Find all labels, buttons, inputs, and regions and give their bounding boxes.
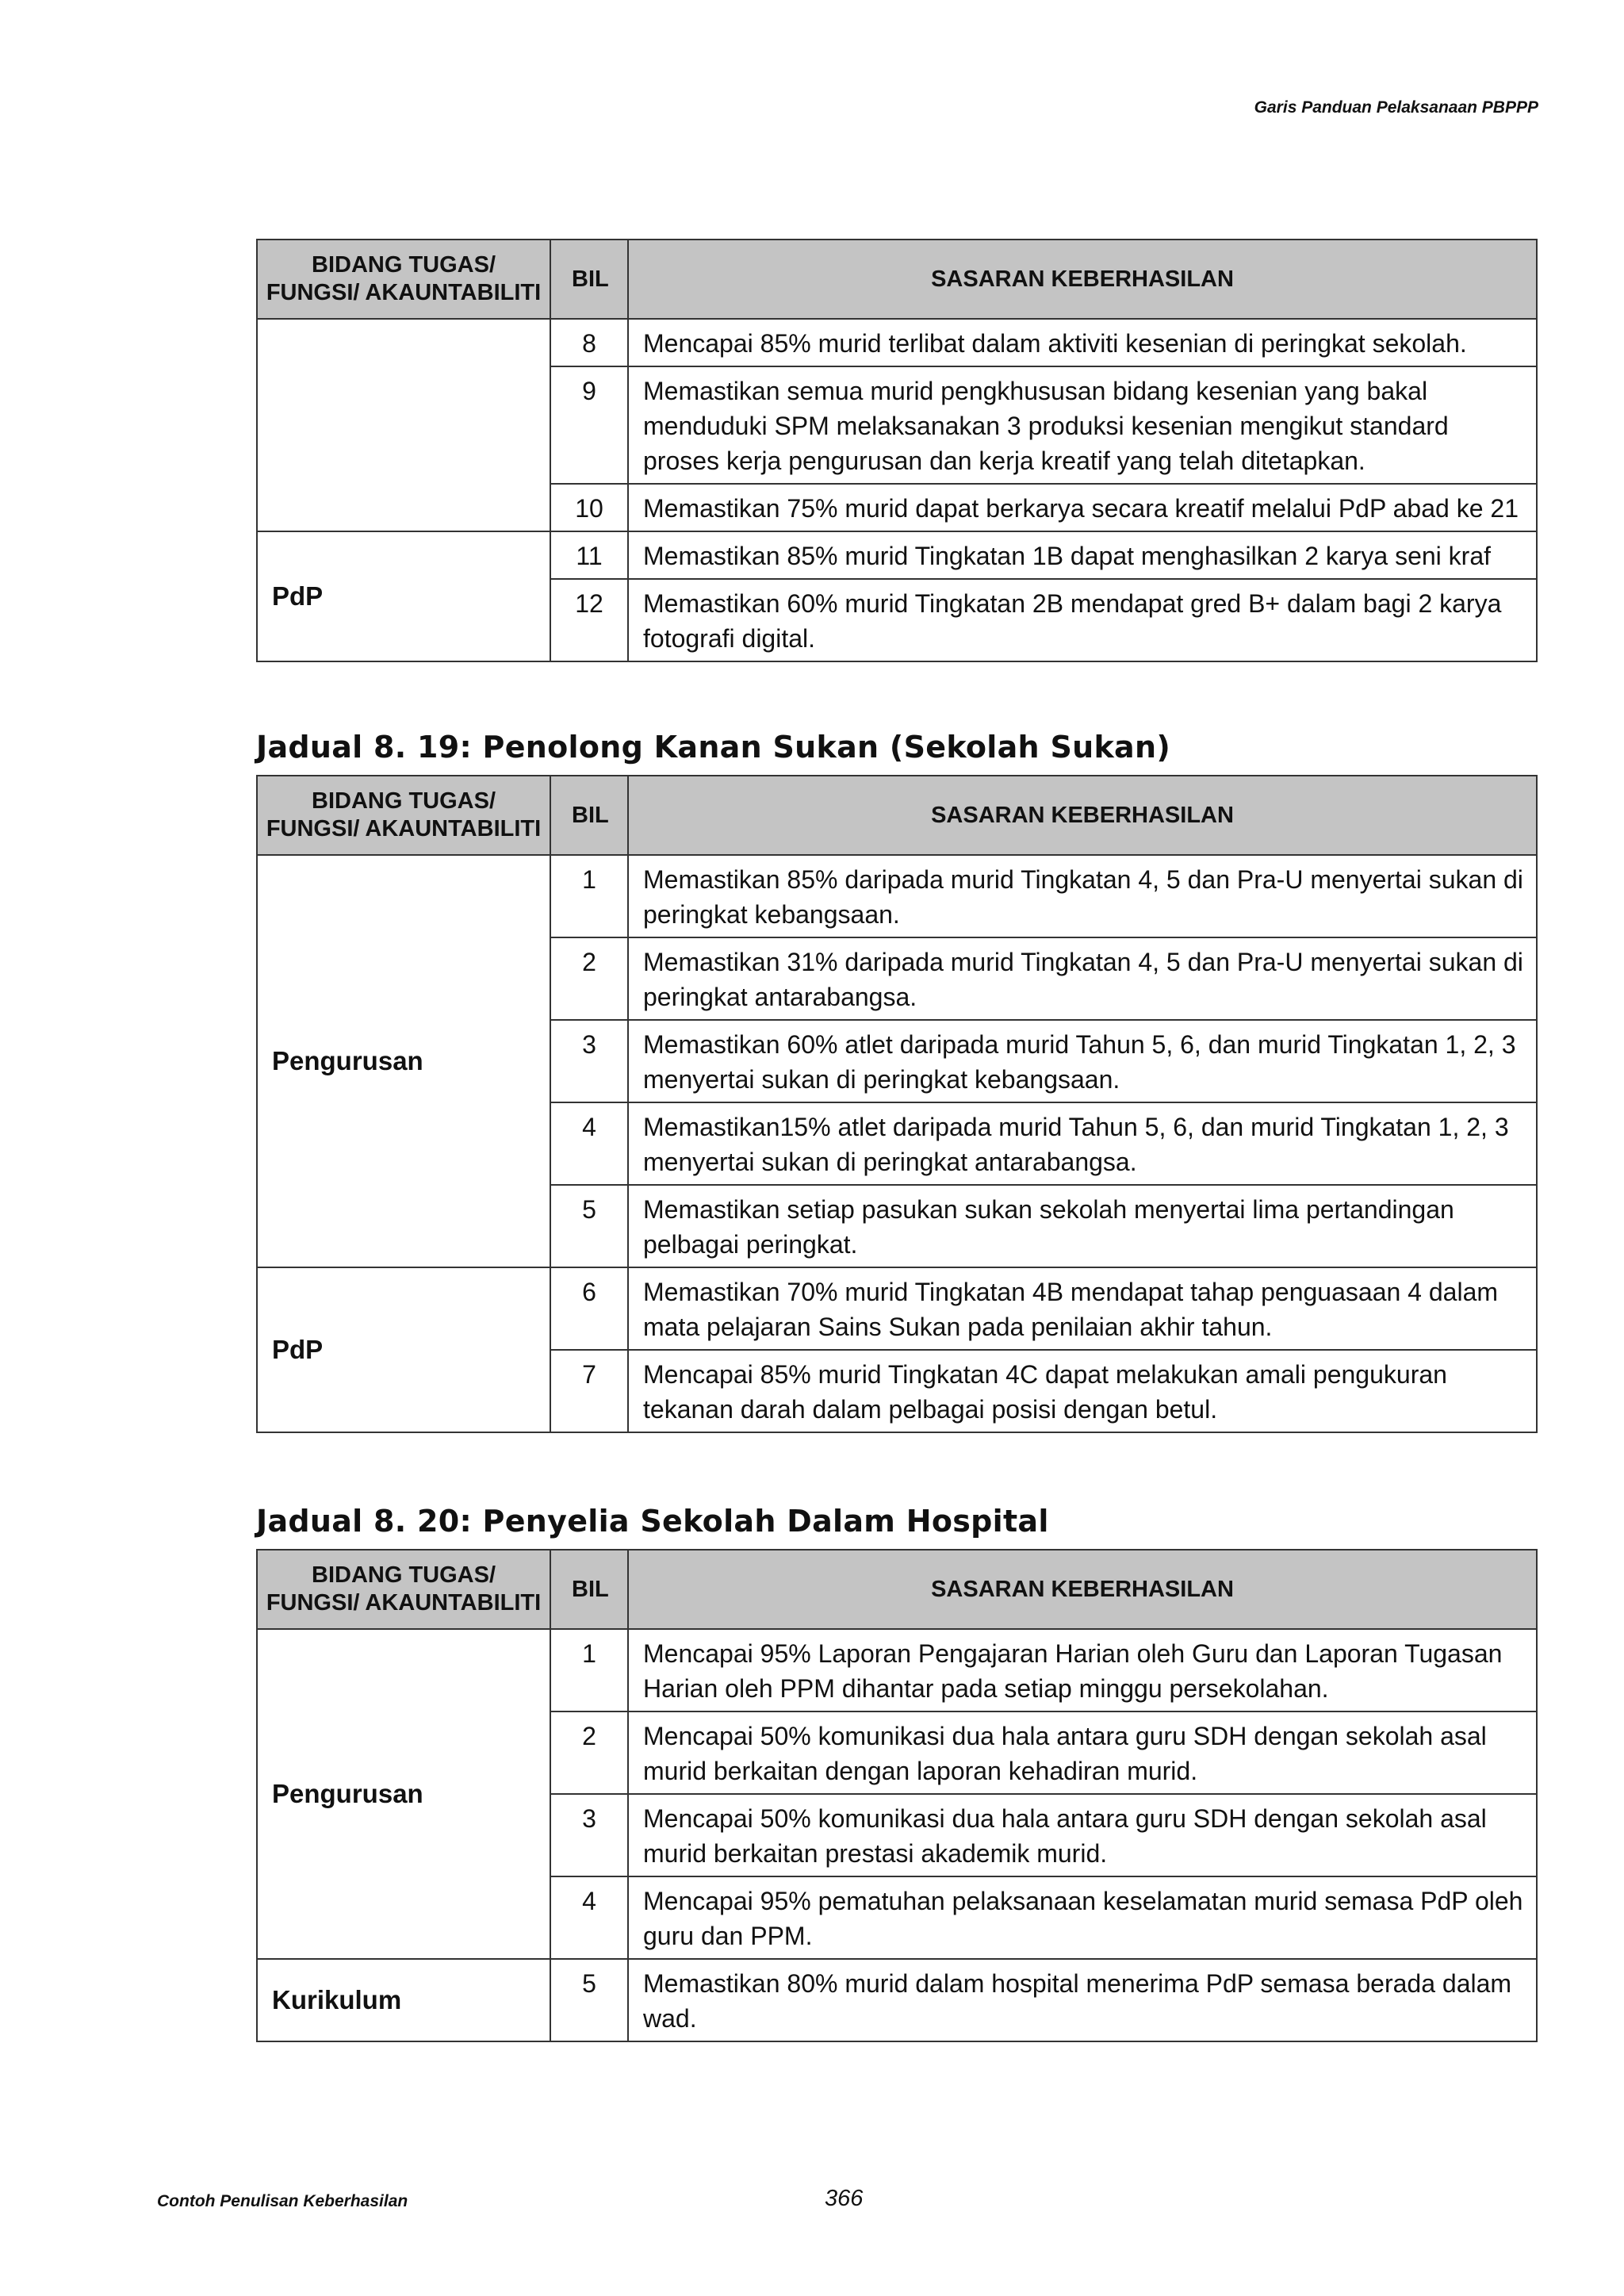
table-8-20: [256, 1549, 1538, 2042]
header-bidang: [257, 1550, 550, 1629]
area-cell-pdp: PdP: [257, 1267, 550, 1432]
table-row: [257, 1959, 1537, 2041]
table-continuation: [256, 239, 1538, 662]
target-cell: Memastikan15% atlet daripada murid Tahun 5, 6, dan murid Tingkatan 1, 2, 3 menyertai sukan di peringkat antarabangsa.: [628, 1102, 1537, 1185]
header-bidang-line2: FUNGSI/ AKAUNTABILITI: [266, 1590, 542, 1616]
table-header-row: [257, 1550, 1537, 1629]
target-cell: Memastikan 70% murid Tingkatan 4B mendapat tahap penguasaan 4 dalam mata pelajaran Sains Sukan pada penilaian akhir tahun.: [628, 1267, 1537, 1350]
bil-cell: 5: [550, 1185, 628, 1267]
target-cell: Memastikan semua murid pengkhususan bidang kesenian yang bakal menduduki SPM melaksanakan 3 produksi kesenian mengikut standard proses kerja pengurusan dan kerja kreatif yang telah ditetapkan.: [628, 366, 1537, 484]
header-bidang-line1: BIDANG TUGAS/: [312, 252, 496, 278]
header-sasaran: SASARAN KEBERHASILAN: [628, 776, 1537, 855]
bil-cell: 5: [550, 1959, 628, 2041]
bil-cell: 3: [550, 1794, 628, 1876]
bil-cell: 4: [550, 1102, 628, 1185]
table-caption-8-19: Jadual 8. 19: Penolong Kanan Sukan (Sekolah Sukan): [256, 730, 1170, 765]
header-bil: BIL: [550, 1550, 628, 1629]
area-cell-pengurusan: Pengurusan: [257, 1629, 550, 1959]
header-bidang-line2: FUNGSI/ AKAUNTABILITI: [266, 816, 542, 841]
bil-cell: 11: [550, 531, 628, 579]
target-cell: Memastikan 85% daripada murid Tingkatan 4, 5 dan Pra-U menyertai sukan di peringkat kebangsaan.: [628, 855, 1537, 937]
target-cell: Memastikan 75% murid dapat berkarya secara kreatif melalui PdP abad ke 21: [628, 484, 1537, 531]
table-header-row: [257, 240, 1537, 319]
bil-cell: 9: [550, 366, 628, 484]
table-row: [257, 1629, 1537, 1711]
header-bil: BIL: [550, 240, 628, 319]
area-cell-empty: [257, 319, 550, 531]
header-sasaran: SASARAN KEBERHASILAN: [628, 1550, 1537, 1629]
bil-cell: 4: [550, 1876, 628, 1959]
table-8-19: [256, 775, 1538, 1433]
table-row: [257, 1267, 1537, 1350]
table-header-row: [257, 776, 1537, 855]
table-row: [257, 531, 1537, 579]
header-bidang: [257, 776, 550, 855]
table-caption-8-20: Jadual 8. 20: Penyelia Sekolah Dalam Hospital: [256, 1504, 1049, 1539]
header-bidang: [257, 240, 550, 319]
bil-cell: 1: [550, 855, 628, 937]
target-cell: Mencapai 50% komunikasi dua hala antara guru SDH dengan sekolah asal murid berkaitan dengan laporan kehadiran murid.: [628, 1711, 1537, 1794]
target-cell: Mencapai 95% pematuhan pelaksanaan keselamatan murid semasa PdP oleh guru dan PPM.: [628, 1876, 1537, 1959]
target-cell: Mencapai 95% Laporan Pengajaran Harian oleh Guru dan Laporan Tugasan Harian oleh PPM dihantar pada setiap minggu persekolahan.: [628, 1629, 1537, 1711]
bil-cell: 10: [550, 484, 628, 531]
bil-cell: 2: [550, 937, 628, 1020]
target-cell: Mencapai 50% komunikasi dua hala antara guru SDH dengan sekolah asal murid berkaitan prestasi akademik murid.: [628, 1794, 1537, 1876]
table-row: [257, 319, 1537, 366]
target-cell: Memastikan 60% atlet daripada murid Tahun 5, 6, dan murid Tingkatan 1, 2, 3 menyertai sukan di peringkat kebangsaan.: [628, 1020, 1537, 1102]
area-cell-pdp: PdP: [257, 531, 550, 661]
target-cell: Memastikan 31% daripada murid Tingkatan 4, 5 dan Pra-U menyertai sukan di peringkat antarabangsa.: [628, 937, 1537, 1020]
header-bidang-line1: BIDANG TUGAS/: [312, 1562, 496, 1589]
table-row: [257, 855, 1537, 937]
target-cell: Memastikan 80% murid dalam hospital menerima PdP semasa berada dalam wad.: [628, 1959, 1537, 2041]
bil-cell: 8: [550, 319, 628, 366]
header-bidang-line1: BIDANG TUGAS/: [312, 788, 496, 815]
target-cell: Memastikan 60% murid Tingkatan 2B mendapat gred B+ dalam bagi 2 karya fotografi digital.: [628, 579, 1537, 661]
bil-cell: 3: [550, 1020, 628, 1102]
header-bil: BIL: [550, 776, 628, 855]
bil-cell: 2: [550, 1711, 628, 1794]
target-cell: Memastikan 85% murid Tingkatan 1B dapat menghasilkan 2 karya seni kraf: [628, 531, 1537, 579]
target-cell: Mencapai 85% murid Tingkatan 4C dapat melakukan amali pengukuran tekanan darah dalam pelbagai posisi dengan betul.: [628, 1350, 1537, 1432]
bil-cell: 7: [550, 1350, 628, 1432]
header-bidang-line2: FUNGSI/ AKAUNTABILITI: [266, 280, 542, 305]
page-number: 366: [825, 2186, 864, 2211]
footer-section-title: Contoh Penulisan Keberhasilan: [157, 2192, 408, 2210]
area-cell-kurikulum: Kurikulum: [257, 1959, 550, 2041]
area-cell-pengurusan: Pengurusan: [257, 855, 550, 1267]
running-header: Garis Panduan Pelaksanaan PBPPP: [1254, 98, 1538, 117]
bil-cell: 1: [550, 1629, 628, 1711]
header-sasaran: SASARAN KEBERHASILAN: [628, 240, 1537, 319]
bil-cell: 6: [550, 1267, 628, 1350]
bil-cell: 12: [550, 579, 628, 661]
target-cell: Memastikan setiap pasukan sukan sekolah menyertai lima pertandingan pelbagai peringkat.: [628, 1185, 1537, 1267]
target-cell: Mencapai 85% murid terlibat dalam aktiviti kesenian di peringkat sekolah.: [628, 319, 1537, 366]
